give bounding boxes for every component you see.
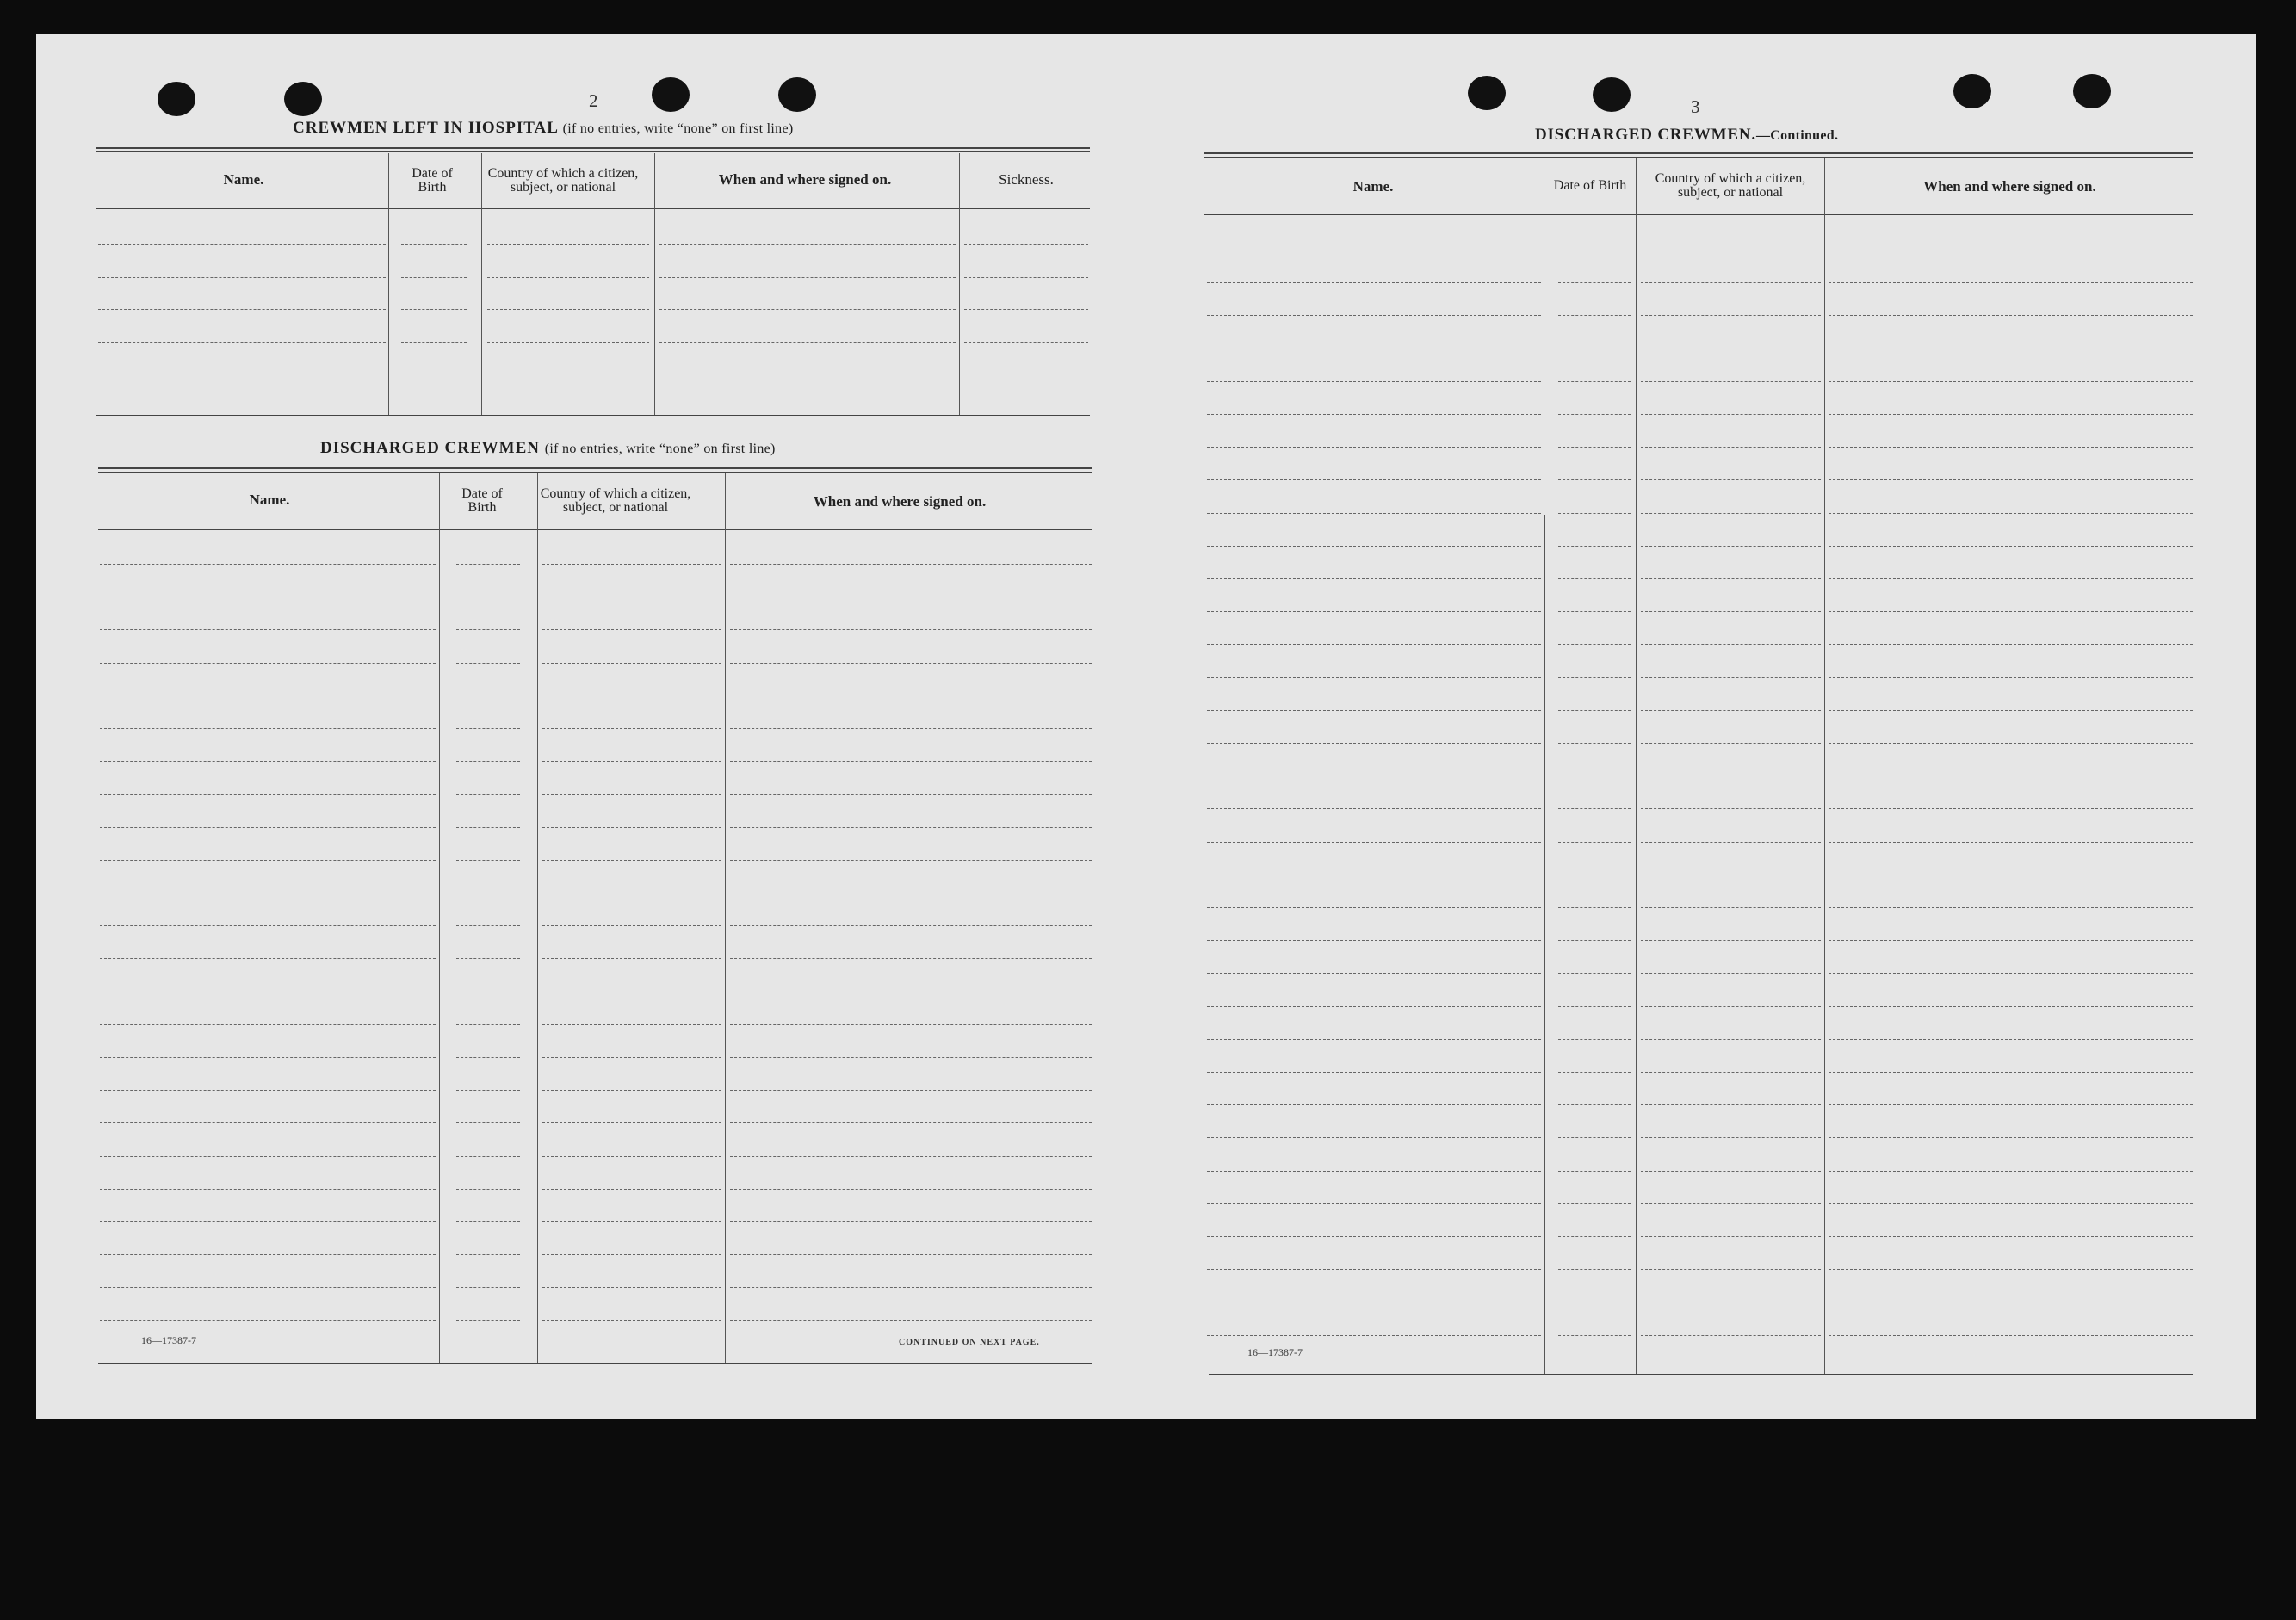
- discharged-entry-line: [100, 1090, 436, 1091]
- form-number: 16—17387-7: [141, 1334, 196, 1346]
- discharged-entry-line: [456, 1287, 520, 1288]
- page3-entry-line: [1829, 907, 2193, 908]
- hospital-entry-line: [401, 244, 467, 245]
- discharged-entry-line: [456, 1254, 520, 1255]
- punch-hole-icon: [158, 82, 195, 116]
- page3-col-name: Name.: [1352, 177, 1394, 195]
- hospital-entry-line: [964, 309, 1088, 310]
- discharged-header-rule: [98, 529, 1092, 530]
- hospital-bottom-rule: [96, 415, 1090, 416]
- page3-entry-line: [1207, 743, 1541, 744]
- punch-hole-icon: [778, 77, 816, 112]
- page3-header-rule: [1204, 214, 2193, 215]
- discharged-entry-line: [456, 1320, 520, 1321]
- discharged-col-name: Name.: [249, 491, 290, 508]
- discharged-entry-line: [456, 629, 520, 630]
- discharged-entry-line: [542, 1221, 721, 1222]
- hospital-entry-line: [98, 244, 386, 245]
- discharged-entry-line: [542, 1287, 721, 1288]
- page3-entry-line: [1829, 578, 2193, 579]
- discharged-entry-line: [456, 728, 520, 729]
- hospital-entry-line: [659, 309, 956, 310]
- discharged-entry-line: [456, 564, 520, 565]
- discharged-col-signed: When and where signed on.: [813, 492, 987, 510]
- page3-entry-line: [1558, 677, 1631, 678]
- hospital-entry-line: [98, 277, 386, 278]
- page3-entry-line: [1829, 1006, 2193, 1007]
- hospital-entry-line: [659, 244, 956, 245]
- page3-entry-line: [1558, 1039, 1631, 1040]
- discharged-entry-line: [730, 925, 1092, 926]
- discharged-entry-line: [100, 663, 436, 664]
- discharged-entry-line: [100, 629, 436, 630]
- page3-entry-line: [1641, 447, 1821, 448]
- discharged-entry-line: [456, 1221, 520, 1222]
- page3-entry-line: [1207, 973, 1541, 974]
- hospital-top-rule: [96, 147, 1090, 152]
- discharged-continued-suffix: —Continued.: [1755, 128, 1839, 143]
- page3-entry-line: [1207, 1269, 1541, 1270]
- page3-entry-line: [1641, 1072, 1821, 1073]
- page3-entry-line: [1641, 710, 1821, 711]
- page3-entry-line: [1829, 1269, 2193, 1270]
- discharged-entry-line: [100, 564, 436, 565]
- page3-entry-line: [1207, 513, 1541, 514]
- page3-entry-line: [1207, 414, 1541, 415]
- page3-entry-line: [1207, 644, 1541, 645]
- page3-entry-line: [1558, 1335, 1631, 1336]
- discharged-entry-line: [100, 958, 436, 959]
- page3-entry-line: [1558, 808, 1631, 809]
- page3-entry-line: [1641, 1137, 1821, 1138]
- page3-entry-line: [1207, 578, 1541, 579]
- page3-entry-line: [1207, 1072, 1541, 1073]
- page3-entry-line: [1829, 973, 2193, 974]
- page3-entry-line: [1207, 1039, 1541, 1040]
- page3-entry-line: [1558, 907, 1631, 908]
- page3-entry-line: [1558, 973, 1631, 974]
- page3-entry-line: [1207, 381, 1541, 382]
- hospital-entry-line: [401, 309, 467, 310]
- page3-entry-line: [1558, 381, 1631, 382]
- page3-entry-line: [1207, 1137, 1541, 1138]
- form-number: 16—17387-7: [1247, 1346, 1303, 1358]
- page3-entry-line: [1207, 1236, 1541, 1237]
- discharged-entry-line: [100, 860, 436, 861]
- page3-col-divider: [1824, 158, 1825, 1374]
- page3-entry-line: [1558, 1236, 1631, 1237]
- discharged-entry-line: [730, 958, 1092, 959]
- hospital-col-name: Name.: [223, 170, 264, 188]
- page3-entry-line: [1641, 1171, 1821, 1172]
- hospital-title-text: CREWMEN LEFT IN HOSPITAL: [293, 119, 558, 137]
- page3-entry-line: [1829, 1335, 2193, 1336]
- discharged-entry-line: [730, 860, 1092, 861]
- discharged-entry-line: [100, 761, 436, 762]
- discharged-entry-line: [456, 860, 520, 861]
- page3-entry-line: [1829, 546, 2193, 547]
- page3-entry-line: [1207, 1203, 1541, 1204]
- discharged-entry-line: [100, 1122, 436, 1123]
- page3-entry-line: [1829, 1171, 2193, 1172]
- page3-entry-line: [1829, 513, 2193, 514]
- page3-entry-line: [1558, 1137, 1631, 1138]
- discharged-entry-line: [100, 1254, 436, 1255]
- page3-entry-line: [1641, 1335, 1821, 1336]
- hospital-entry-line: [659, 277, 956, 278]
- discharged-entry-line: [542, 1057, 721, 1058]
- form-sheet: [36, 34, 2256, 1419]
- discharged-entry-line: [730, 629, 1092, 630]
- discharged-entry-line: [730, 663, 1092, 664]
- page3-entry-line: [1641, 611, 1821, 612]
- discharged-title-note: (if no entries, write “none” on first line): [544, 442, 776, 456]
- page3-entry-line: [1207, 546, 1541, 547]
- discharged-entry-line: [730, 761, 1092, 762]
- discharged-entry-line: [730, 827, 1092, 828]
- discharged-entry-line: [542, 1189, 721, 1190]
- hospital-col-country: Country of which a citizen, subject, or national: [487, 166, 639, 195]
- page3-entry-line: [1641, 1269, 1821, 1270]
- hospital-entry-line: [98, 309, 386, 310]
- page3-entry-line: [1558, 578, 1631, 579]
- discharged-entry-line: [730, 1189, 1092, 1190]
- page3-col-signed: When and where signed on.: [1923, 177, 2096, 195]
- page3-entry-line: [1207, 677, 1541, 678]
- hospital-entry-line: [964, 277, 1088, 278]
- hospital-title-note: (if no entries, write “none” on first line): [562, 121, 794, 136]
- page3-entry-line: [1558, 414, 1631, 415]
- page3-entry-line: [1558, 710, 1631, 711]
- page3-entry-line: [1829, 940, 2193, 941]
- page3-entry-line: [1641, 1236, 1821, 1237]
- page3-entry-line: [1207, 479, 1541, 480]
- discharged-entry-line: [542, 860, 721, 861]
- page3-entry-line: [1641, 907, 1821, 908]
- discharged-col-divider: [537, 473, 538, 1363]
- page3-entry-line: [1207, 282, 1541, 283]
- page3-bottom-rule: [1209, 1374, 2193, 1375]
- page3-entry-line: [1207, 1006, 1541, 1007]
- discharged-entry-line: [730, 1221, 1092, 1222]
- page3-entry-line: [1558, 546, 1631, 547]
- discharged-entry-line: [542, 794, 721, 795]
- page3-entry-line: [1558, 1072, 1631, 1073]
- page3-entry-line: [1829, 1203, 2193, 1204]
- page3-entry-line: [1641, 1104, 1821, 1105]
- discharged-entry-line: [100, 728, 436, 729]
- discharged-entry-line: [100, 1024, 436, 1025]
- discharged-entry-line: [100, 1156, 436, 1157]
- hospital-entry-line: [487, 309, 649, 310]
- discharged-entry-line: [730, 1024, 1092, 1025]
- page3-col-divider: [1636, 158, 1637, 1374]
- discharged-entry-line: [100, 1057, 436, 1058]
- page3-entry-line: [1641, 282, 1821, 283]
- discharged-entry-line: [542, 1024, 721, 1025]
- page3-entry-line: [1641, 808, 1821, 809]
- hospital-entry-line: [487, 342, 649, 343]
- page3-entry-line: [1558, 611, 1631, 612]
- hospital-col-divider: [654, 153, 655, 415]
- hospital-section-title: [293, 119, 794, 138]
- page3-col-country: Country of which a citizen, subject, or national: [1655, 171, 1806, 200]
- punch-hole-icon: [284, 82, 322, 116]
- punch-hole-icon: [1593, 77, 1631, 112]
- page3-entry-line: [1641, 578, 1821, 579]
- discharged-entry-line: [100, 1287, 436, 1288]
- page3-entry-line: [1829, 1137, 2193, 1138]
- discharged-entry-line: [456, 1090, 520, 1091]
- page3-entry-line: [1829, 677, 2193, 678]
- page3-entry-line: [1829, 611, 2193, 612]
- hospital-header-rule: [96, 208, 1090, 209]
- discharged-entry-line: [542, 925, 721, 926]
- page3-entry-line: [1558, 1171, 1631, 1172]
- discharged-entry-line: [100, 1320, 436, 1321]
- discharged-section-title: [320, 439, 776, 458]
- discharged-entry-line: [456, 761, 520, 762]
- discharged-entry-line: [100, 827, 436, 828]
- discharged-col-country: Country of which a citizen, subject, or national: [540, 486, 691, 515]
- discharged-entry-line: [730, 1254, 1092, 1255]
- page3-entry-line: [1829, 1072, 2193, 1073]
- discharged-continued-title: [1535, 126, 1838, 145]
- discharged-entry-line: [542, 827, 721, 828]
- page3-top-rule: [1204, 152, 2193, 158]
- discharged-entry-line: [730, 1090, 1092, 1091]
- hospital-col-divider: [959, 153, 960, 415]
- punch-hole-icon: [1953, 74, 1991, 108]
- discharged-entry-line: [100, 1221, 436, 1222]
- page3-entry-line: [1207, 940, 1541, 941]
- page3-entry-line: [1558, 842, 1631, 843]
- hospital-col-signed: When and where signed on.: [718, 170, 892, 188]
- punch-hole-icon: [652, 77, 690, 112]
- hospital-entry-line: [487, 277, 649, 278]
- page3-entry-line: [1829, 842, 2193, 843]
- discharged-entry-line: [542, 958, 721, 959]
- page3-entry-line: [1558, 513, 1631, 514]
- hospital-col-divider: [481, 153, 482, 415]
- page3-entry-line: [1558, 743, 1631, 744]
- discharged-entry-line: [542, 761, 721, 762]
- page3-entry-line: [1641, 1203, 1821, 1204]
- page3-entry-line: [1641, 546, 1821, 547]
- hospital-entry-line: [964, 244, 1088, 245]
- continued-note: CONTINUED ON NEXT PAGE.: [899, 1338, 1040, 1347]
- page3-entry-line: [1641, 315, 1821, 316]
- discharged-entry-line: [542, 728, 721, 729]
- discharged-entry-line: [100, 794, 436, 795]
- page3-entry-line: [1641, 1006, 1821, 1007]
- page3-entry-line: [1829, 1039, 2193, 1040]
- page3-entry-line: [1829, 1104, 2193, 1105]
- page3-entry-line: [1558, 1104, 1631, 1105]
- page3-entry-line: [1641, 973, 1821, 974]
- page3-col-divider: [1544, 515, 1545, 1374]
- page3-entry-line: [1641, 414, 1821, 415]
- page3-entry-line: [1641, 644, 1821, 645]
- page3-entry-line: [1829, 710, 2193, 711]
- discharged-entry-line: [730, 1057, 1092, 1058]
- discharged-continued-title-text: DISCHARGED CREWMEN.: [1535, 126, 1756, 144]
- page3-entry-line: [1829, 743, 2193, 744]
- discharged-entry-line: [542, 1122, 721, 1123]
- page3-entry-line: [1829, 282, 2193, 283]
- page3-entry-line: [1207, 1171, 1541, 1172]
- punch-hole-icon: [2073, 74, 2111, 108]
- discharged-entry-line: [730, 1122, 1092, 1123]
- page3-entry-line: [1558, 1203, 1631, 1204]
- page3-entry-line: [1641, 677, 1821, 678]
- page3-entry-line: [1641, 743, 1821, 744]
- discharged-entry-line: [542, 564, 721, 565]
- page-number: 3: [1691, 96, 1700, 117]
- discharged-col-divider: [725, 473, 726, 1363]
- page3-entry-line: [1558, 315, 1631, 316]
- page3-entry-line: [1829, 808, 2193, 809]
- hospital-entry-line: [487, 244, 649, 245]
- discharged-entry-line: [456, 958, 520, 959]
- discharged-entry-line: [730, 794, 1092, 795]
- punch-hole-icon: [1468, 76, 1506, 110]
- page3-entry-line: [1558, 1269, 1631, 1270]
- discharged-bottom-rule: [98, 1363, 1092, 1364]
- discharged-entry-line: [456, 1122, 520, 1123]
- page3-entry-line: [1558, 479, 1631, 480]
- page3-entry-line: [1207, 842, 1541, 843]
- page3-entry-line: [1207, 315, 1541, 316]
- page3-entry-line: [1558, 282, 1631, 283]
- discharged-entry-line: [542, 629, 721, 630]
- page3-entry-line: [1641, 513, 1821, 514]
- discharged-top-rule: [98, 467, 1092, 473]
- page3-entry-line: [1558, 940, 1631, 941]
- page3-col-dob: Date of Birth: [1553, 178, 1627, 193]
- discharged-entry-line: [542, 1254, 721, 1255]
- discharged-entry-line: [456, 827, 520, 828]
- page3-entry-line: [1641, 842, 1821, 843]
- discharged-entry-line: [100, 925, 436, 926]
- page3-entry-line: [1829, 1236, 2193, 1237]
- page3-entry-line: [1207, 907, 1541, 908]
- page3-entry-line: [1829, 447, 2193, 448]
- page3-entry-line: [1829, 414, 2193, 415]
- discharged-entry-line: [542, 1320, 721, 1321]
- page-number: 2: [589, 90, 598, 111]
- discharged-col-divider: [439, 473, 440, 1363]
- page3-entry-line: [1641, 381, 1821, 382]
- page3-entry-line: [1207, 1335, 1541, 1336]
- page3-entry-line: [1829, 644, 2193, 645]
- discharged-entry-line: [730, 1287, 1092, 1288]
- discharged-entry-line: [730, 1156, 1092, 1157]
- discharged-entry-line: [456, 1189, 520, 1190]
- page3-entry-line: [1829, 479, 2193, 480]
- discharged-entry-line: [456, 1024, 520, 1025]
- page3-entry-line: [1641, 940, 1821, 941]
- page3-entry-line: [1207, 1104, 1541, 1105]
- page3-entry-line: [1207, 447, 1541, 448]
- discharged-entry-line: [456, 794, 520, 795]
- page3-entry-line: [1207, 808, 1541, 809]
- discharged-title-text: DISCHARGED CREWMEN: [320, 439, 540, 457]
- discharged-entry-line: [456, 663, 520, 664]
- page3-entry-line: [1558, 644, 1631, 645]
- page3-entry-line: [1829, 315, 2193, 316]
- discharged-entry-line: [542, 1090, 721, 1091]
- page3-entry-line: [1558, 447, 1631, 448]
- page3-entry-line: [1207, 710, 1541, 711]
- page3-entry-line: [1207, 611, 1541, 612]
- discharged-col-dob: Date of Birth: [461, 486, 503, 515]
- discharged-entry-line: [100, 1189, 436, 1190]
- hospital-col-sickness: Sickness.: [999, 170, 1054, 188]
- hospital-entry-line: [659, 342, 956, 343]
- discharged-entry-line: [542, 1156, 721, 1157]
- page3-entry-line: [1641, 1039, 1821, 1040]
- hospital-entry-line: [98, 342, 386, 343]
- hospital-entry-line: [401, 277, 467, 278]
- discharged-entry-line: [456, 925, 520, 926]
- page3-entry-line: [1829, 381, 2193, 382]
- discharged-entry-line: [730, 564, 1092, 565]
- hospital-col-dob: Date of Birth: [412, 166, 453, 195]
- page3-entry-line: [1641, 479, 1821, 480]
- page3-entry-line: [1558, 1006, 1631, 1007]
- hospital-col-divider: [388, 153, 389, 415]
- discharged-entry-line: [730, 728, 1092, 729]
- discharged-entry-line: [542, 663, 721, 664]
- hospital-entry-line: [964, 342, 1088, 343]
- discharged-entry-line: [456, 1156, 520, 1157]
- hospital-entry-line: [401, 342, 467, 343]
- discharged-entry-line: [456, 1057, 520, 1058]
- discharged-entry-line: [730, 1320, 1092, 1321]
